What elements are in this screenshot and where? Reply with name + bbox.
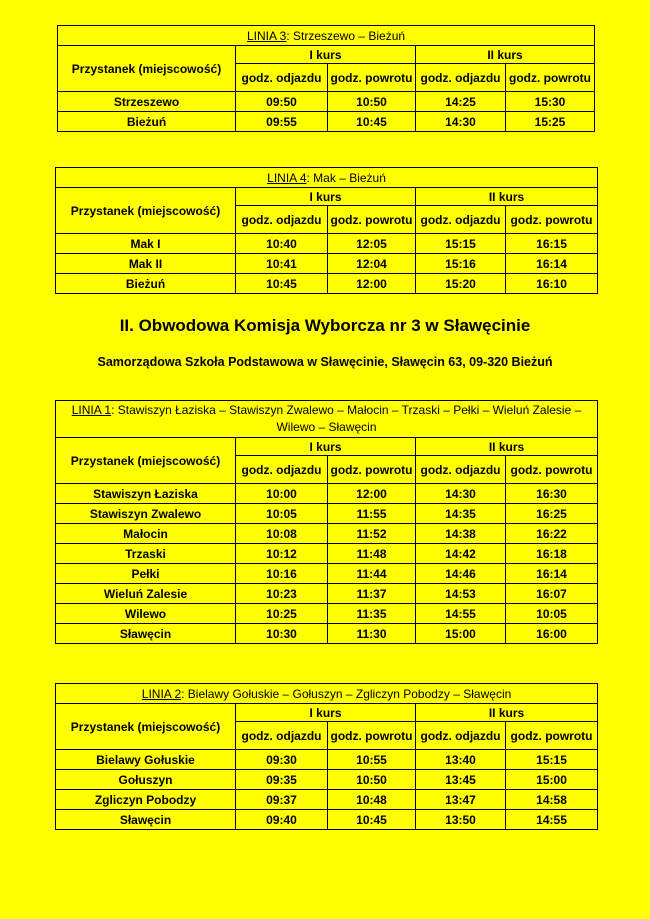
table-title — [58, 26, 595, 46]
time-cell: 13:45 — [416, 770, 506, 790]
schedule-table-linia-3 — [57, 25, 595, 132]
time-cell: 14:25 — [416, 92, 506, 112]
table-row — [56, 810, 598, 830]
time-cell: 15:00 — [416, 624, 506, 644]
departure-header: godz. odjazdu — [236, 206, 328, 234]
time-cell: 16:22 — [506, 524, 598, 544]
line-route: : Stawiszyn Łaziska – Stawiszyn Zwalewo – Małocin – Trzaski – Pełki – Wieluń Zalesie – Wilewo – Sławęcin — [111, 403, 582, 434]
kurs2-header: II kurs — [416, 704, 598, 722]
table-row — [56, 564, 598, 584]
return-header: godz. powrotu — [506, 456, 598, 484]
time-cell: 10:55 — [328, 750, 416, 770]
return-header: godz. powrotu — [328, 722, 416, 750]
return-header: godz. powrotu — [506, 722, 598, 750]
kurs1-header: I kurs — [236, 704, 416, 722]
time-cell: 15:15 — [416, 234, 506, 254]
time-cell: 16:10 — [506, 274, 598, 294]
stop-name: Mak II — [56, 254, 236, 274]
time-cell: 14:55 — [506, 810, 598, 830]
return-header: godz. powrotu — [328, 206, 416, 234]
time-cell: 13:50 — [416, 810, 506, 830]
time-cell: 10:30 — [236, 624, 328, 644]
line-label: LINIA 1 — [71, 403, 112, 417]
time-cell: 10:08 — [236, 524, 328, 544]
time-cell: 15:20 — [416, 274, 506, 294]
time-cell: 10:45 — [328, 112, 416, 132]
time-cell: 16:14 — [506, 254, 598, 274]
stop-name: Bielawy Gołuskie — [56, 750, 236, 770]
time-cell: 10:16 — [236, 564, 328, 584]
stop-name: Mak I — [56, 234, 236, 254]
table-row — [56, 790, 598, 810]
time-cell: 10:00 — [236, 484, 328, 504]
stop-column-header: Przystanek (miejscowość) — [58, 46, 236, 92]
time-cell: 12:00 — [328, 484, 416, 504]
table-row — [56, 234, 598, 254]
line-label: LINIA 2 — [141, 686, 182, 701]
kurs2-header: II kurs — [416, 46, 595, 64]
departure-header: godz. odjazdu — [416, 456, 506, 484]
stop-name: Stawiszyn Zwalewo — [56, 504, 236, 524]
table-row — [58, 92, 595, 112]
time-cell: 14:55 — [416, 604, 506, 624]
table-row — [56, 524, 598, 544]
time-cell: 14:58 — [506, 790, 598, 810]
line-route: : Mak – Bieżuń — [306, 170, 386, 185]
table-row — [56, 770, 598, 790]
time-cell: 16:14 — [506, 564, 598, 584]
time-cell: 10:50 — [328, 92, 416, 112]
stop-name: Bieżuń — [58, 112, 236, 132]
time-cell: 10:48 — [328, 790, 416, 810]
stop-name: Zgliczyn Pobodzy — [56, 790, 236, 810]
time-cell: 10:45 — [328, 810, 416, 830]
stop-name: Bieżuń — [56, 274, 236, 294]
departure-header: godz. odjazdu — [236, 722, 328, 750]
time-cell: 11:52 — [328, 524, 416, 544]
time-cell: 09:37 — [236, 790, 328, 810]
stop-name: Wieluń Zalesie — [56, 584, 236, 604]
time-cell: 10:05 — [506, 604, 598, 624]
time-cell: 14:38 — [416, 524, 506, 544]
time-cell: 10:40 — [236, 234, 328, 254]
table-row — [56, 254, 598, 274]
table-title — [56, 401, 598, 438]
table-row — [56, 504, 598, 524]
time-cell: 10:25 — [236, 604, 328, 624]
time-cell: 10:50 — [328, 770, 416, 790]
schedule-table-linia-1 — [55, 400, 598, 644]
section-heading: II. Obwodowa Komisja Wyborcza nr 3 w Sławęcinie — [119, 316, 531, 335]
departure-header: godz. odjazdu — [236, 64, 328, 92]
time-cell: 11:30 — [328, 624, 416, 644]
time-cell: 15:16 — [416, 254, 506, 274]
time-cell: 10:05 — [236, 504, 328, 524]
schedule-table-linia-4 — [55, 167, 598, 294]
time-cell: 16:25 — [506, 504, 598, 524]
kurs1-header: I kurs — [236, 438, 416, 456]
kurs1-header: I kurs — [236, 46, 416, 64]
kurs1-header: I kurs — [236, 188, 416, 206]
stop-name: Małocin — [56, 524, 236, 544]
line-route: : Bielawy Gołuskie – Gołuszyn – Zgliczyn Pobodzy – Sławęcin — [181, 686, 512, 701]
stop-name: Pełki — [56, 564, 236, 584]
stop-name: Stawiszyn Łaziska — [56, 484, 236, 504]
time-cell: 15:25 — [506, 112, 595, 132]
time-cell: 10:41 — [236, 254, 328, 274]
time-cell: 10:12 — [236, 544, 328, 564]
time-cell: 14:30 — [416, 112, 506, 132]
table-row — [56, 274, 598, 294]
time-cell: 14:30 — [416, 484, 506, 504]
time-cell: 16:07 — [506, 584, 598, 604]
departure-header: godz. odjazdu — [416, 206, 506, 234]
line-route: : Strzeszewo – Bieżuń — [286, 28, 406, 43]
time-cell: 14:42 — [416, 544, 506, 564]
stop-name: Trzaski — [56, 544, 236, 564]
time-cell: 09:30 — [236, 750, 328, 770]
time-cell: 16:00 — [506, 624, 598, 644]
table-row — [56, 584, 598, 604]
kurs2-header: II kurs — [416, 188, 598, 206]
time-cell: 15:00 — [506, 770, 598, 790]
line-label: LINIA 3 — [246, 28, 287, 43]
departure-header: godz. odjazdu — [416, 722, 506, 750]
kurs2-header: II kurs — [416, 438, 598, 456]
time-cell: 16:18 — [506, 544, 598, 564]
stop-column-header: Przystanek (miejscowość) — [56, 188, 236, 234]
time-cell: 15:15 — [506, 750, 598, 770]
time-cell: 11:35 — [328, 604, 416, 624]
table-title — [56, 168, 598, 188]
table-row — [56, 544, 598, 564]
stop-name: Sławęcin — [56, 624, 236, 644]
schedule-table-linia-2 — [55, 683, 598, 830]
table-row — [56, 750, 598, 770]
time-cell: 10:23 — [236, 584, 328, 604]
time-cell: 16:15 — [506, 234, 598, 254]
time-cell: 14:35 — [416, 504, 506, 524]
stop-name: Strzeszewo — [58, 92, 236, 112]
stop-name: Sławęcin — [56, 810, 236, 830]
table-row — [56, 604, 598, 624]
stop-column-header: Przystanek (miejscowość) — [56, 704, 236, 750]
time-cell: 15:30 — [506, 92, 595, 112]
time-cell: 16:30 — [506, 484, 598, 504]
section-address: Samorządowa Szkoła Podstawowa w Sławęcinie, Sławęcin 63, 09-320 Bieżuń — [97, 355, 553, 369]
stop-column-header: Przystanek (miejscowość) — [56, 438, 236, 484]
return-header: godz. powrotu — [506, 206, 598, 234]
time-cell: 11:37 — [328, 584, 416, 604]
departure-header: godz. odjazdu — [236, 456, 328, 484]
time-cell: 11:48 — [328, 544, 416, 564]
time-cell: 14:46 — [416, 564, 506, 584]
return-header: godz. powrotu — [506, 64, 595, 92]
line-label: LINIA 4 — [267, 170, 307, 185]
stop-name: Gołuszyn — [56, 770, 236, 790]
time-cell: 11:44 — [328, 564, 416, 584]
time-cell: 13:40 — [416, 750, 506, 770]
time-cell: 12:04 — [328, 254, 416, 274]
time-cell: 11:55 — [328, 504, 416, 524]
table-row — [56, 624, 598, 644]
table-title — [56, 684, 598, 704]
time-cell: 12:05 — [328, 234, 416, 254]
time-cell: 09:55 — [236, 112, 328, 132]
return-header: godz. powrotu — [328, 64, 416, 92]
stop-name: Wilewo — [56, 604, 236, 624]
table-row — [56, 484, 598, 504]
time-cell: 09:50 — [236, 92, 328, 112]
time-cell: 09:40 — [236, 810, 328, 830]
table-row — [58, 112, 595, 132]
time-cell: 10:45 — [236, 274, 328, 294]
time-cell: 13:47 — [416, 790, 506, 810]
time-cell: 14:53 — [416, 584, 506, 604]
time-cell: 12:00 — [328, 274, 416, 294]
departure-header: godz. odjazdu — [416, 64, 506, 92]
return-header: godz. powrotu — [328, 456, 416, 484]
time-cell: 09:35 — [236, 770, 328, 790]
